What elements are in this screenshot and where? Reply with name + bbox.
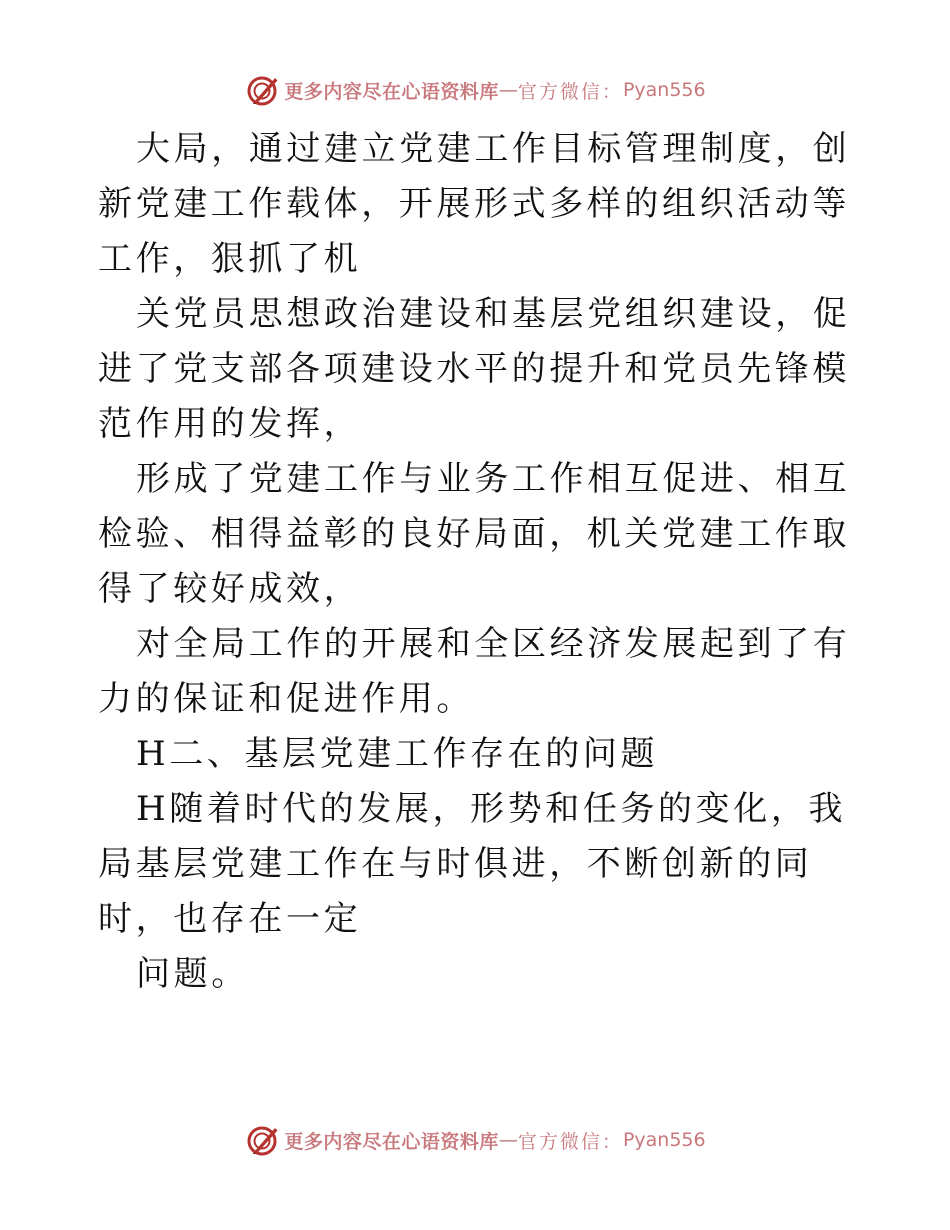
document-body (98, 122, 854, 1002)
footer-watermark-banner (0, 1120, 950, 1160)
paragraph: 大局，通过建立党建工作目标管理制度，创新党建工作载体，开展形式多样的组织活动等工作，狠抓了机 (98, 129, 851, 279)
banner-brand-text: 更多内容尽在心语资料库 (284, 80, 499, 103)
paragraph: 问题。 (136, 954, 249, 994)
banner-label: 官方微信： (517, 80, 623, 103)
paragraph: H随着时代的发展，形势和任务的变化，我局基层党建工作在与时俱进，不断创新的同时，也存在一定 (98, 789, 847, 939)
pen-logo-icon (244, 72, 280, 108)
section-heading: H二、基层党建工作存在的问题 (136, 734, 659, 774)
banner-brand-text: 更多内容尽在心语资料库 (284, 1130, 499, 1153)
paragraph: 关党员思想政治建设和基层党组织建设，促进了党支部各项建设水平的提升和党员先锋模范作用的发挥， (98, 294, 851, 444)
pen-logo-icon (244, 1122, 280, 1158)
header-watermark-banner (0, 70, 950, 110)
paragraph: 对全局工作的开展和全区经济发展起到了有力的保证和促进作用。 (98, 624, 851, 719)
paragraph: 形成了党建工作与业务工作相互促进、相互检验、相得益彰的良好局面，机关党建工作取得了较好成效， (98, 459, 851, 609)
banner-separator: — (498, 79, 518, 101)
banner-label: 官方微信： (517, 1130, 623, 1153)
banner-separator: — (498, 1129, 518, 1151)
banner-wechat-id: Pyan556 (622, 79, 706, 101)
banner-wechat-id: Pyan556 (622, 1129, 706, 1151)
